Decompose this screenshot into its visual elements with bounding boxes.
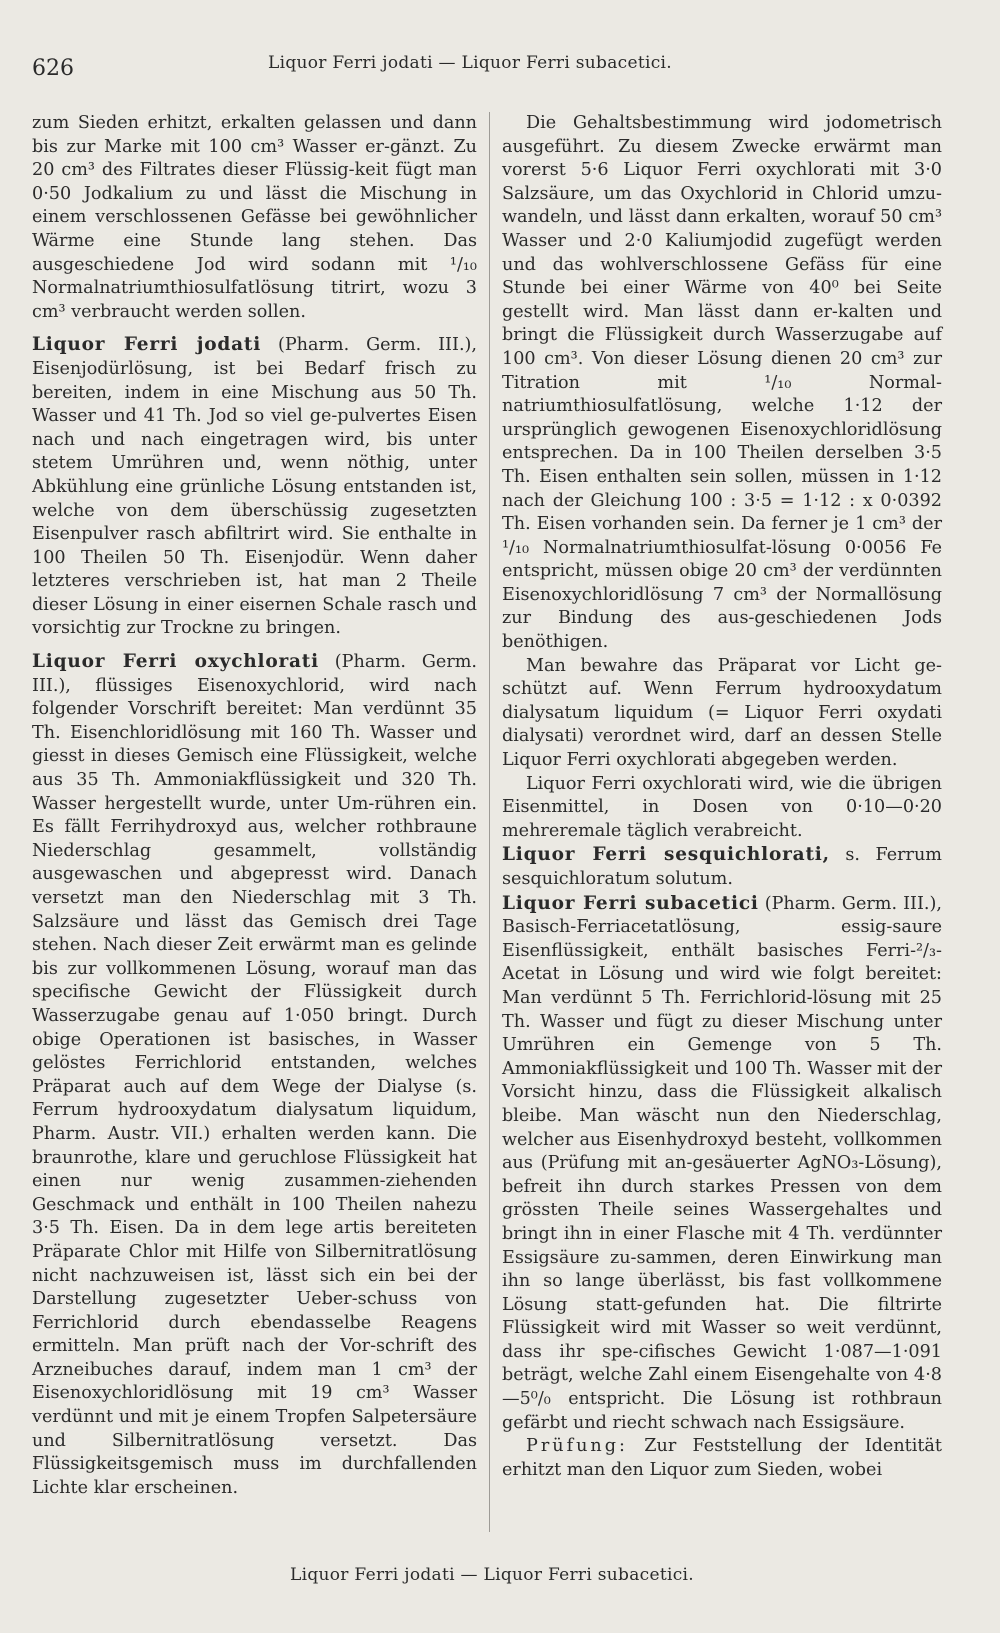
paragraph: Die Gehaltsbestimmung wird jodometrisch ausgeführt. Zu diesem Zwecke erwärmt man vorerst 5·6 Liquor Ferri oxychlorati mit 3·0 Salzsäure, um das Oxychlorid in Chlorid umzu-wandeln, und lässt dann erkalten, worauf 50 cm³ Wasser und 2·0 Kaliumjodid zugefügt werden und das wohlverschlossene Gefäss für eine Stunde bei einer Wärme von 40⁰ bei Seite gestellt wird. Man lässt dann er-kalten und bringt die Flüssigkeit durch Wasserzugabe auf 100 cm³. Von dieser Lösung dienen 20 cm³ zur Titration mit ¹/₁₀ Normal-natriumthiosulfatlösung, welche 1·12 der ursprünglich gewogenen Eisenoxychloridlösung entsprechen. Da in 100 Theilen derselben 3·5 Th. Eisen enthalten sein sollen, müssen in 1·12 nach der Gleichung 100 : 3·5 = 1·12 : x 0·0392 Th. Eisen vorhanden sein. Da ferner je 1 cm³ der ¹/₁₀ Normalnatriumthiosulfat-lösung 0·0056 Fe entspricht, müssen obige 20 cm³ der verdünnten Eisenoxychloridlösung 7 cm³ der Normallösung zur Bindung des aus-geschiedenen Jods benöthigen. [502, 113, 942, 653]
entry-liquor-ferri-oxychlorati [32, 650, 477, 1500]
entry-headword: Liquor Ferri subacetici [502, 892, 759, 914]
left-column [32, 112, 477, 1500]
entry-headword: Liquor Ferri sesquichlorati, [502, 844, 830, 866]
footer-running-title: Liquor Ferri jodati — Liquor Ferri subacetici. [290, 1565, 694, 1585]
entry-text: (Pharm. Germ. III.), Basisch-Ferriacetatlösung, essig-saure Eisenflüssigkeit, enthält basisches Ferri-²/₃-Acetat in Lösung und wird wie folgt bereitet: Man verdünnt 5 Th. Ferrichlorid-lösung mit 25 Th. Wasser und fügt zu dieser Mischung unter Umrühren ein Gemenge von 5 Th. Ammoniakflüssigkeit und 100 Th. Wasser mit der Vorsicht hinzu, dass die Flüssigkeit alkalisch bleibe. Man wäscht nun den Niederschlag, welcher aus Eisenhydroxyd besteht, vollkommen aus (Prüfung mit an-gesäuerter AgNO₃-Lösung), befreit ihn durch starkes Pressen von dem grössten Theile seines Wassergehaltes und bringt ihn in einer Flasche mit 4 Th. verdünnter Essigsäure zu-sammen, deren Einwirkung man ihn so lange überlässt, bis fast vollkommene Lösung statt-gefunden hat. Die filtrirte Flüssigkeit wird mit Wasser so weit verdünnt, dass ihr spe-cifisches Gewicht 1·087—1·091 beträgt, welche Zahl einem Eisengehalte von 4·8—5⁰/₀ entspricht. Die Lösung ist rothbraun gefärbt und riecht schwach nach Essigsäure. [502, 893, 942, 1433]
entry-liquor-ferri-subacetici [502, 892, 942, 1436]
entry-liquor-ferri-sesquichlorati [502, 843, 942, 891]
entry-text: s. Ferrum sesquichloratum solutum. [502, 845, 942, 889]
entry-liquor-ferri-jodati [32, 333, 477, 641]
entry-headword: Liquor Ferri jodati [32, 334, 262, 356]
spaced-label: Prüfung: [526, 1436, 628, 1457]
right-column [502, 112, 942, 1482]
running-head: Liquor Ferri jodati — Liquor Ferri subacetici. [268, 53, 672, 73]
entry-headword: Liquor Ferri oxychlorati [32, 651, 319, 673]
paragraph: Man bewahre das Präparat vor Licht ge-schützt auf. Wenn Ferrum hydrooxydatum dialysatum liquidum (= Liquor Ferri oxydati dialysati) verordnet wird, darf an dessen Stelle Liquor Ferri oxychlorati abgegeben werden. [502, 655, 942, 771]
paragraph-pruefung [502, 1435, 942, 1482]
page-number: 626 [32, 56, 74, 81]
entry-text: (Pharm. Germ. III.), flüssiges Eisenoxychlorid, wird nach folgender Vorschrift bereitet: Man verdünnt 35 Th. Eisenchloridlösung mit 160 Th. Wasser und giesst in dieses Gemisch eine Flüssigkeit, welche aus 35 Th. Ammoniakflüssigkeit und 320 Th. Wasser hergestellt wurde, unter Um-rühren ein. Es fällt Ferrihydroxyd aus, welcher rothbraune Niederschlag gesammelt, vollständig ausgewaschen und abgepresst wird. Danach versetzt man den Niederschlag mit 3 Th. Salzsäure und lässt das Gemisch drei Tage stehen. Nach dieser Zeit erwärmt man es gelinde bis zur vollkommenen Lösung, worauf man das specifische Gewicht der Flüssigkeit durch Wasserzugabe genau auf 1·050 bringt. Durch obige Operationen ist basisches, in Wasser gelöstes Ferrichlorid entstanden, welches Präparat auch auf dem Wege der Dialyse (s. Ferrum hydrooxydatum dialysatum liquidum, Pharm. Austr. VII.) erhalten werden kann. Die braunrothe, klare und geruchlose Flüssigkeit hat einen nur wenig zusammen-ziehenden Geschmack und enthält in 100 Theilen nahezu 3·5 Th. Eisen. Da in dem lege artis bereiteten Präparate Chlor mit Hilfe von Silbernitratlösung nicht nachzuweisen ist, lässt sich ein bei der Darstellung zugesetzter Ueber-schuss von Ferrichlorid durch ebendasselbe Reagens ermitteln. Man prüft nach der Vor-schrift des Arzneibuches darauf, indem man 1 cm³ der Eisenoxychloridlösung mit 19 cm³ Wasser verdünnt und mit je einem Tropfen Salpetersäure und Silbernitratlösung versetzt. Das Flüssigkeitsgemisch muss im durchfallenden Lichte klar erscheinen. [32, 652, 477, 1498]
paragraph: zum Sieden erhitzt, erkalten gelassen und dann bis zur Marke mit 100 cm³ Wasser er-gänzt. Zu 20 cm³ des Filtrates dieser Flüssig-keit fügt man 0·50 Jodkalium zu und lässt die Mischung in einem verschlossenen Gefässe bei gewöhnlicher Wärme eine Stunde lang stehen. Das ausgeschiedene Jod wird sodann mit ¹/₁₀ Normalnatriumthiosulfatlösung titrirt, wozu 3 cm³ verbraucht werden sollen. [32, 113, 477, 322]
entry-text: Zur Feststellung der Identität erhitzt man den Liquor zum Sieden, wobei [502, 1436, 942, 1480]
column-divider [489, 112, 490, 1532]
entry-text: (Pharm. Germ. III.), Eisenjodürlösung, ist bei Bedarf frisch zu bereiten, indem in eine Mischung aus 50 Th. Wasser und 41 Th. Jod so viel ge-pulvertes Eisen nach und nach eingetragen wird, bis unter stetem Umrühren und, wenn nöthig, unter Abkühlung eine grünliche Lösung entstanden ist, welche von dem überschüssig zugesetzten Eisenpulver rasch abfiltrirt wird. Sie enthalte in 100 Theilen 50 Th. Eisenjodür. Wenn daher letzteres verschrieben ist, hat man 2 Theile dieser Lösung in einer eisernen Schale rasch und vorsichtig zur Trockne zu bringen. [32, 335, 477, 639]
paragraph: Liquor Ferri oxychlorati wird, wie die übrigen Eisenmittel, in Dosen von 0·10—0·20 mehreremale täglich verabreicht. [502, 773, 942, 841]
